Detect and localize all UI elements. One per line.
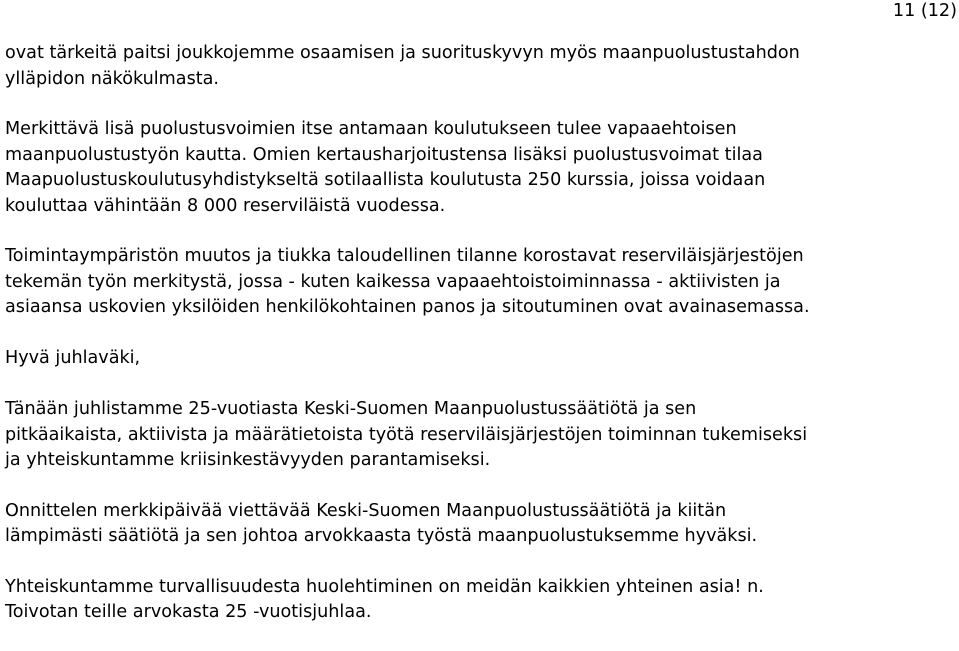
paragraph-continuation: ovat tärkeitä paitsi joukkojemme osaamisen ja suorituskyvyn myös maanpuolustustahdon ylläpidon näkökulmasta. [5, 43, 800, 89]
paragraph-salutation: Hyvä juhlaväki, [5, 347, 141, 368]
paragraph-closing: Yhteiskuntamme turvallisuudesta huolehtiminen on meidän kaikkien yhteinen asia! n. Toivotan teille arvokasta 25 -vuotisjuhlaa. [5, 576, 764, 622]
paragraph-operating-environment: Toimintaympäristön muutos ja tiukka taloudellinen tilanne korostavat reserviläisjärjestöjen tekemän työn merkitystä, jossa - kuten kaikessa vapaaehtoistoiminnassa - aktiivisten ja asiaansa uskovien yksilöiden henkilökohtainen panos ja sitoutuminen ovat avainasemassa. [5, 246, 810, 317]
paragraph-voluntary-training: Merkittävä lisä puolustusvoimien itse antamaan koulutukseen tulee vapaaehtoisen maanpuolustustyön kautta. Omien kertausharjoitustensa lisäksi puolustusvoimat tilaa Maapuolustuskoulutusyhdistykseltä sotilaallista koulutusta 250 kurssia, joissa voidaan kouluttaa vähintään 8 000 reserviläistä vuodessa. [5, 119, 766, 216]
paragraph-celebration: Tänään juhlistamme 25-vuotiasta Keski-Suomen Maanpuolustussäätiötä ja sen pitkäaikaista, aktiivista ja määrätietoista työtä reserviläisjärjestöjen toiminnan tukemiseksi ja yhteiskuntamme kriisinkestävyyden parantamiseksi. [5, 399, 808, 470]
page-number: 11 (12) [892, 1, 957, 21]
document-body [5, 41, 955, 651]
paragraph-congratulations: Onnittelen merkkipäivää viettävää Keski-Suomen Maanpuolustussäätiötä ja kiitän lämpimästi säätiötä ja sen johtoa arvokkaasta työstä maanpuolustuksemme hyväksi. [5, 500, 758, 546]
